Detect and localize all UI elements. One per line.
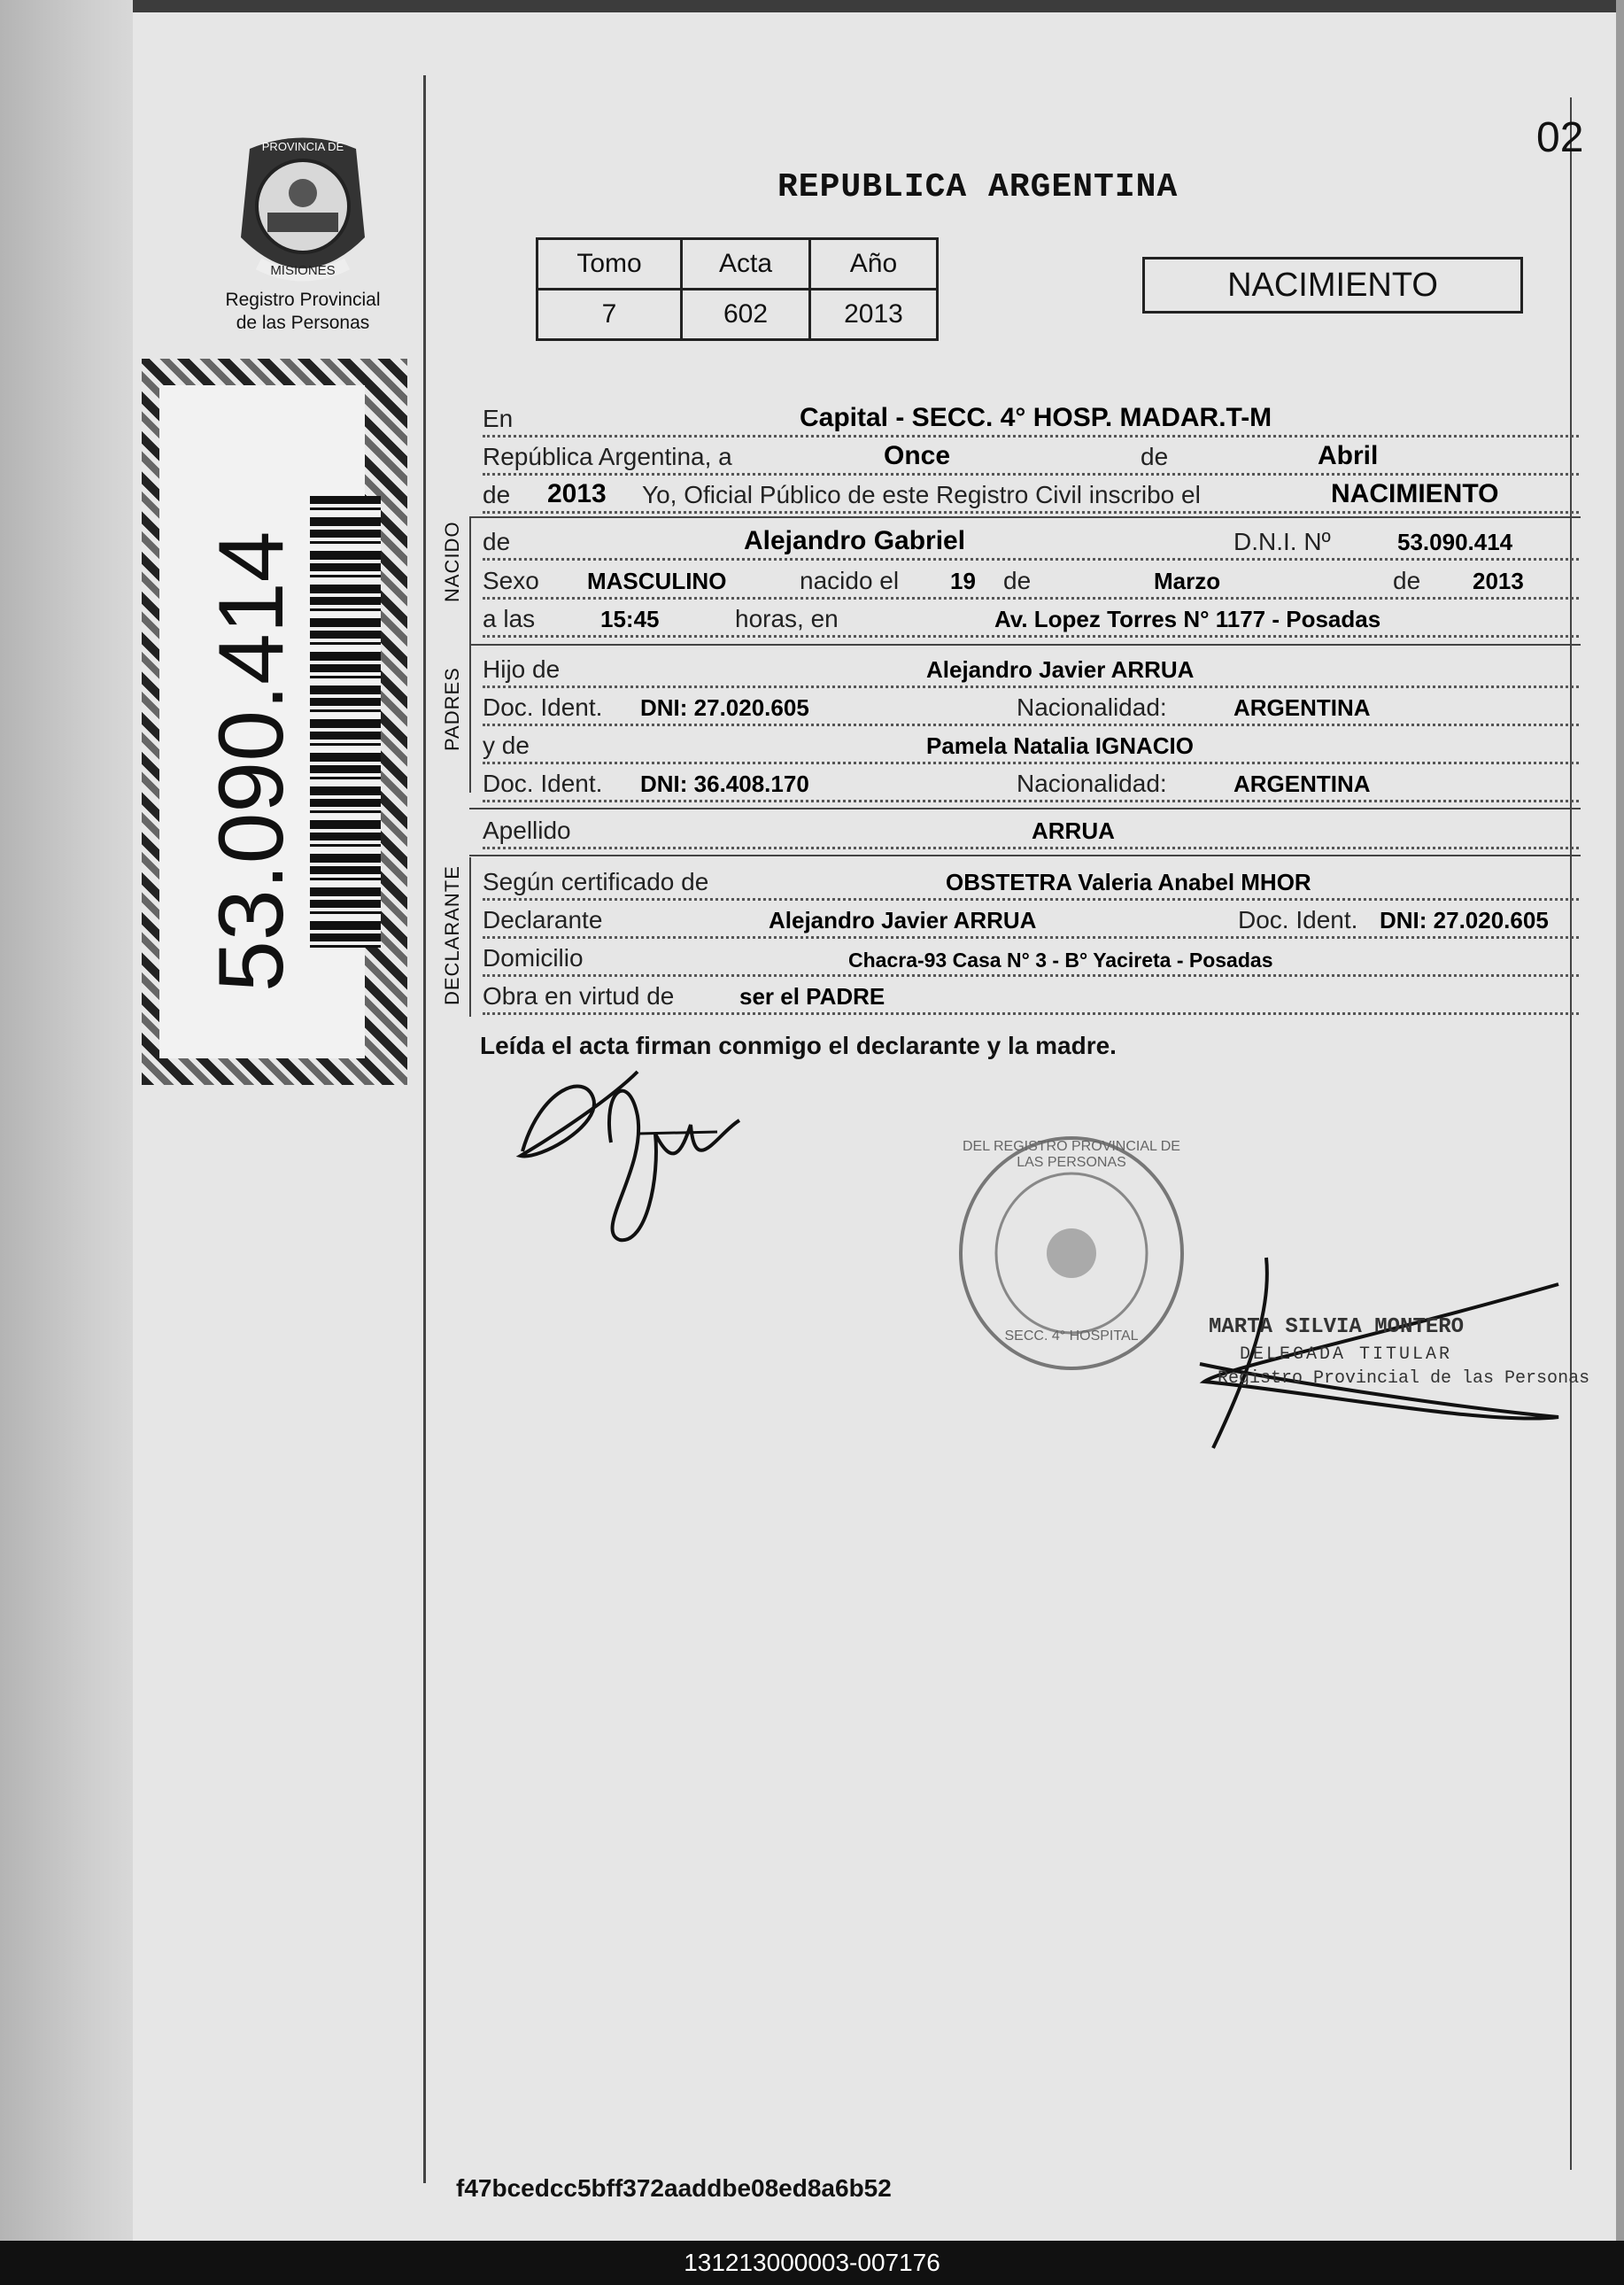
section-label-padres: PADRES (441, 667, 463, 751)
value-apellido: ARRUA (1032, 817, 1115, 844)
section-bracket (469, 857, 471, 1017)
value-inscribo: NACIMIENTO (1331, 479, 1499, 508)
section-divider (469, 855, 1581, 856)
value-en: Capital - SECC. 4° HOSP. MADAR.T-M (800, 403, 1272, 432)
scan-right-edge (1616, 0, 1624, 2241)
label-nacionalidad: Nacionalidad: (1017, 693, 1167, 721)
label-doc-ident: Doc. Ident. (483, 693, 603, 721)
value-certificado: OBSTETRA Valeria Anabel MHOR (946, 869, 1311, 895)
registry-table (536, 237, 939, 341)
page-number: 02 (1536, 114, 1584, 161)
barcode (310, 496, 381, 948)
value-nac-mes: Marzo (1154, 568, 1221, 594)
value-nac-dia: 19 (950, 568, 976, 594)
document-title: REPUBLICA ARGENTINA (777, 168, 1179, 206)
row-en (483, 396, 1579, 438)
table-header-tomo: Tomo (537, 239, 682, 290)
value-mes: Abril (1318, 441, 1379, 470)
label-a-las: a las (483, 605, 536, 632)
label-de-anio-nac: de (1393, 567, 1421, 594)
left-margin-rule (423, 75, 426, 2183)
label-declarante: Declarante (483, 906, 603, 933)
official-role: DELEGADA TITULAR (1240, 1344, 1453, 1365)
logo-caption-line2: de las Personas (236, 313, 370, 333)
label-apellido: Apellido (483, 817, 571, 844)
row-republica (483, 434, 1579, 476)
label-de-nombre: de (483, 528, 511, 555)
section-label-declarante: DECLARANTE (441, 865, 463, 1005)
label-nacionalidad-madre: Nacionalidad: (1017, 770, 1167, 797)
seal-bottom-text: MISIONES (270, 263, 336, 278)
table-header-acta: Acta (682, 239, 810, 290)
record-type-box: NACIMIENTO (1142, 257, 1523, 314)
value-dia: Once (884, 441, 951, 470)
section-divider (469, 644, 1581, 646)
footer-id-bar (0, 2241, 1624, 2285)
seal-top-text: PROVINCIA DE (261, 140, 344, 153)
label-de: de (1141, 443, 1169, 470)
row-hijo-de (483, 647, 1579, 688)
declarante-signature (505, 1036, 770, 1249)
value-hora: 15:45 (600, 606, 660, 632)
value-anio: 2013 (547, 479, 607, 508)
row-obra (483, 973, 1579, 1015)
logo-caption-line1: Registro Provincial (225, 290, 381, 310)
document-page (133, 9, 1624, 2241)
value-padre-nac: ARGENTINA (1233, 694, 1371, 721)
row-domicilio (483, 935, 1579, 977)
seal-inner-text: SECC. 4° HOSPITAL (1004, 1328, 1139, 1344)
label-obra: Obra en virtud de (483, 982, 675, 1010)
value-dni: 53.090.414 (1397, 529, 1513, 555)
label-en: En (483, 405, 514, 432)
label-dni: D.N.I. Nº (1233, 528, 1331, 555)
seal-ring-text: DEL REGISTRO PROVINCIAL DE LAS PERSONAS (963, 1139, 1180, 1170)
section-label-nacido: NACIDO (441, 521, 463, 602)
label-republica: República Argentina, a (483, 443, 732, 470)
value-padre: Alejandro Javier ARRUA (926, 656, 1195, 683)
label-certificado: Según certificado de (483, 868, 709, 895)
label-domicilio: Domicilio (483, 944, 584, 972)
official-name: MARTA SILVIA MONTERO (1209, 1315, 1465, 1339)
table-value-tomo: 7 (537, 290, 682, 340)
document-hash: f47bcedcc5bff372aaddbe08ed8a6b52 (456, 2174, 892, 2202)
label-doc-ident-madre: Doc. Ident. (483, 770, 603, 797)
value-nombre: Alejandro Gabriel (744, 526, 966, 555)
row-anio (483, 472, 1579, 514)
value-domicilio: Chacra-93 Casa N° 3 - B° Yacireta - Posadas (848, 949, 1273, 972)
label-nacido-el: nacido el (800, 567, 900, 594)
value-lugar: Av. Lopez Torres N° 1177 - Posadas (994, 606, 1381, 632)
row-nombre (483, 519, 1579, 561)
closing-text: Leída el acta firman conmigo el declarante y la madre. (480, 1032, 1117, 1059)
label-hijo-de: Hijo de (483, 655, 561, 683)
value-declarante: Alejandro Javier ARRUA (769, 907, 1037, 933)
label-oficial: Yo, Oficial Público de este Registro Civil inscribo el (642, 481, 1201, 508)
footer-id: 131213000003-007176 (684, 2249, 940, 2276)
value-obra: ser el PADRE (739, 983, 885, 1010)
stamp-number: 53.090.414 (200, 531, 303, 992)
official-seal-stamp (952, 1134, 1191, 1373)
value-madre-nac: ARGENTINA (1233, 771, 1371, 797)
misiones-seal-logo (232, 131, 374, 286)
logo-caption (197, 289, 409, 335)
value-sexo: MASCULINO (587, 568, 727, 594)
table-value-acta: 602 (682, 290, 810, 340)
row-padre-doc (483, 685, 1579, 726)
row-madre-doc (483, 761, 1579, 802)
label-horas-en: horas, en (735, 605, 839, 632)
table-value-anio: 2013 (810, 290, 938, 340)
row-hora (483, 596, 1579, 638)
row-y-de (483, 723, 1579, 764)
value-madre: Pamela Natalia IGNACIO (926, 732, 1194, 759)
page-left-edge (0, 0, 133, 2241)
label-y-de: y de (483, 732, 530, 759)
label-de-mes: de (1003, 567, 1032, 594)
label-de-anio: de (483, 481, 511, 508)
scan-top-edge (133, 0, 1624, 12)
label-sexo: Sexo (483, 567, 539, 594)
section-bracket (469, 516, 471, 793)
value-madre-doc: DNI: 36.408.170 (640, 771, 809, 797)
row-sexo (483, 558, 1579, 600)
row-apellido (483, 808, 1579, 849)
label-doc-ident-declarante: Doc. Ident. (1238, 906, 1358, 933)
row-declarante (483, 897, 1579, 939)
value-padre-doc: DNI: 27.020.605 (640, 694, 809, 721)
row-certificado (483, 859, 1579, 901)
table-header-anio: Año (810, 239, 938, 290)
value-nac-anio: 2013 (1473, 568, 1524, 594)
official-office: Registro Provincial de las Personas (1218, 1368, 1590, 1389)
section-divider (469, 516, 1581, 518)
value-declarante-doc: DNI: 27.020.605 (1380, 907, 1549, 933)
